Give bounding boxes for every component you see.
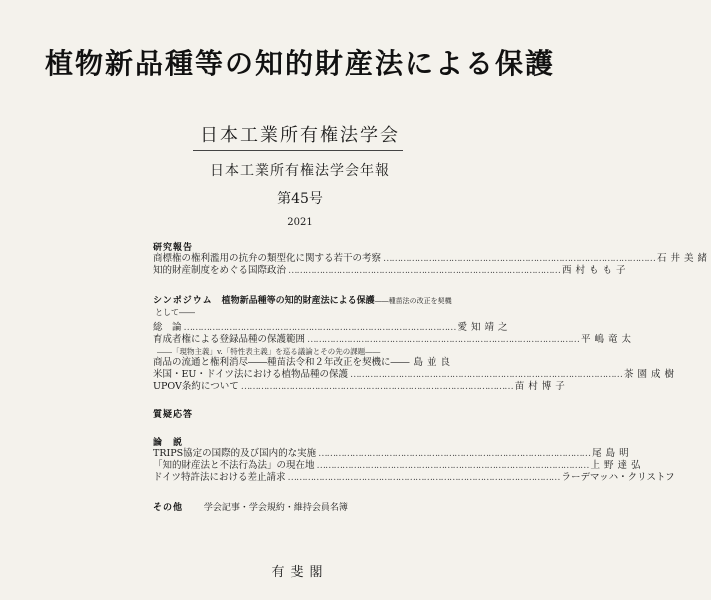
toc-entry-author: 茶園成樹: [623, 369, 678, 380]
toc-entry: [153, 448, 633, 460]
section-heading-articles: 論 説: [153, 438, 184, 448]
toc-entry-note: ――「現物主義」v.「特性表主義」を巡る議論とその先の課題――: [157, 347, 381, 356]
toc-qa-section: [153, 407, 453, 420]
toc-entry-title: ドイツ特許法における差止請求: [153, 472, 286, 483]
leader-dots: ……………………………………………………………………………………: [349, 369, 622, 380]
toc-entry-author: 西村もも子: [562, 265, 630, 276]
publisher-name: 有斐閣: [271, 565, 329, 580]
toc-entry-author: 上野達弘: [590, 460, 645, 471]
leader-dots: ……………………………………………………………………………………: [183, 322, 456, 333]
publication-year: 2021: [287, 217, 313, 228]
toc-entry: [153, 322, 512, 334]
symposium-heading-line: [153, 295, 453, 307]
toc-entry-title: UPOV条約について: [153, 381, 239, 392]
toc-entry: [153, 369, 678, 381]
annual-report-name: 日本工業所有権法学会年報: [210, 163, 390, 179]
leader-dots: ……………………………………………………………………………………: [240, 381, 513, 392]
toc-entry-author: ラーデマッハ・クリストフ: [561, 472, 675, 483]
misc-contents: 学会記事・学会規約・維持会員名簿: [203, 503, 348, 513]
book-title: 植物新品種等の知的財産法による保護: [44, 47, 555, 80]
toc-entry-author: 愛知靖之: [457, 322, 512, 333]
leader-dots: ……………………………………………………………………………………: [316, 460, 589, 471]
section-heading-qa: 質疑応答: [153, 410, 194, 420]
symposium-subtitle-continued: として――: [155, 308, 195, 317]
leader-dots: ……………………………………………………………………………………: [307, 334, 580, 345]
volume-number: 第45号: [277, 191, 323, 207]
leader-dots: ……………………………………………………………………………………: [383, 253, 656, 264]
toc-entry: [153, 381, 569, 393]
toc-entry: [153, 265, 630, 277]
section-heading-misc: その他: [153, 503, 184, 513]
toc-entry-title: TRIPS協定の国際的及び国内的な実施: [153, 448, 317, 459]
leader-dots: ……………………………………………………………………………………: [288, 265, 561, 276]
toc-entry: [153, 334, 636, 346]
toc-entry-title: 知的財産制度をめぐる国際政治: [153, 265, 287, 276]
symposium-title: 植物新品種等の知的財産法による保護: [221, 296, 375, 306]
toc-research-section: [153, 240, 711, 277]
toc-entry-title: 「知的財産法と不法行為法」の現在地: [153, 460, 315, 471]
symposium-subtitle: ――種苗法の改正を契機: [374, 297, 452, 305]
toc-entry-title: 総 論: [153, 322, 182, 333]
toc-entry-author: 平嶋竜太: [581, 334, 636, 345]
section-heading-research: 研究報告: [153, 243, 194, 253]
toc-entry-author: 尾島明: [592, 448, 633, 459]
toc-entry-title: 商品の流通と権利消尽――種苗法令和２年改正を契機に――: [153, 357, 410, 368]
toc-entry-author: 苗村博子: [514, 381, 569, 392]
leader-dots: ……………………………………………………………………………………: [287, 472, 560, 483]
toc-articles-section: [153, 435, 675, 484]
toc-entry-title: 育成者権による登録品種の保護範囲: [153, 334, 306, 345]
section-heading-symposium: シンポジウム: [153, 296, 213, 306]
toc-symposium-section: [153, 295, 678, 393]
toc-entry: [153, 253, 711, 265]
toc-entry: [153, 472, 675, 484]
society-name: 日本工業所有権法学会: [200, 125, 400, 146]
toc-entry-author: 石井美緒: [657, 253, 711, 264]
toc-entry-title: 米国・EU・ドイツ法における植物品種の保護: [153, 369, 348, 380]
toc-misc-section: [153, 500, 348, 513]
toc-entry: [153, 460, 645, 472]
toc-entry: [153, 357, 453, 369]
title-divider: [193, 150, 403, 151]
leader-dots: ……………………………………………………………………………………: [318, 448, 591, 459]
toc-entry-author: 島並良: [413, 357, 455, 368]
toc-entry-title: 商標権の権利濫用の抗弁の類型化に関する若干の考察: [153, 253, 382, 264]
